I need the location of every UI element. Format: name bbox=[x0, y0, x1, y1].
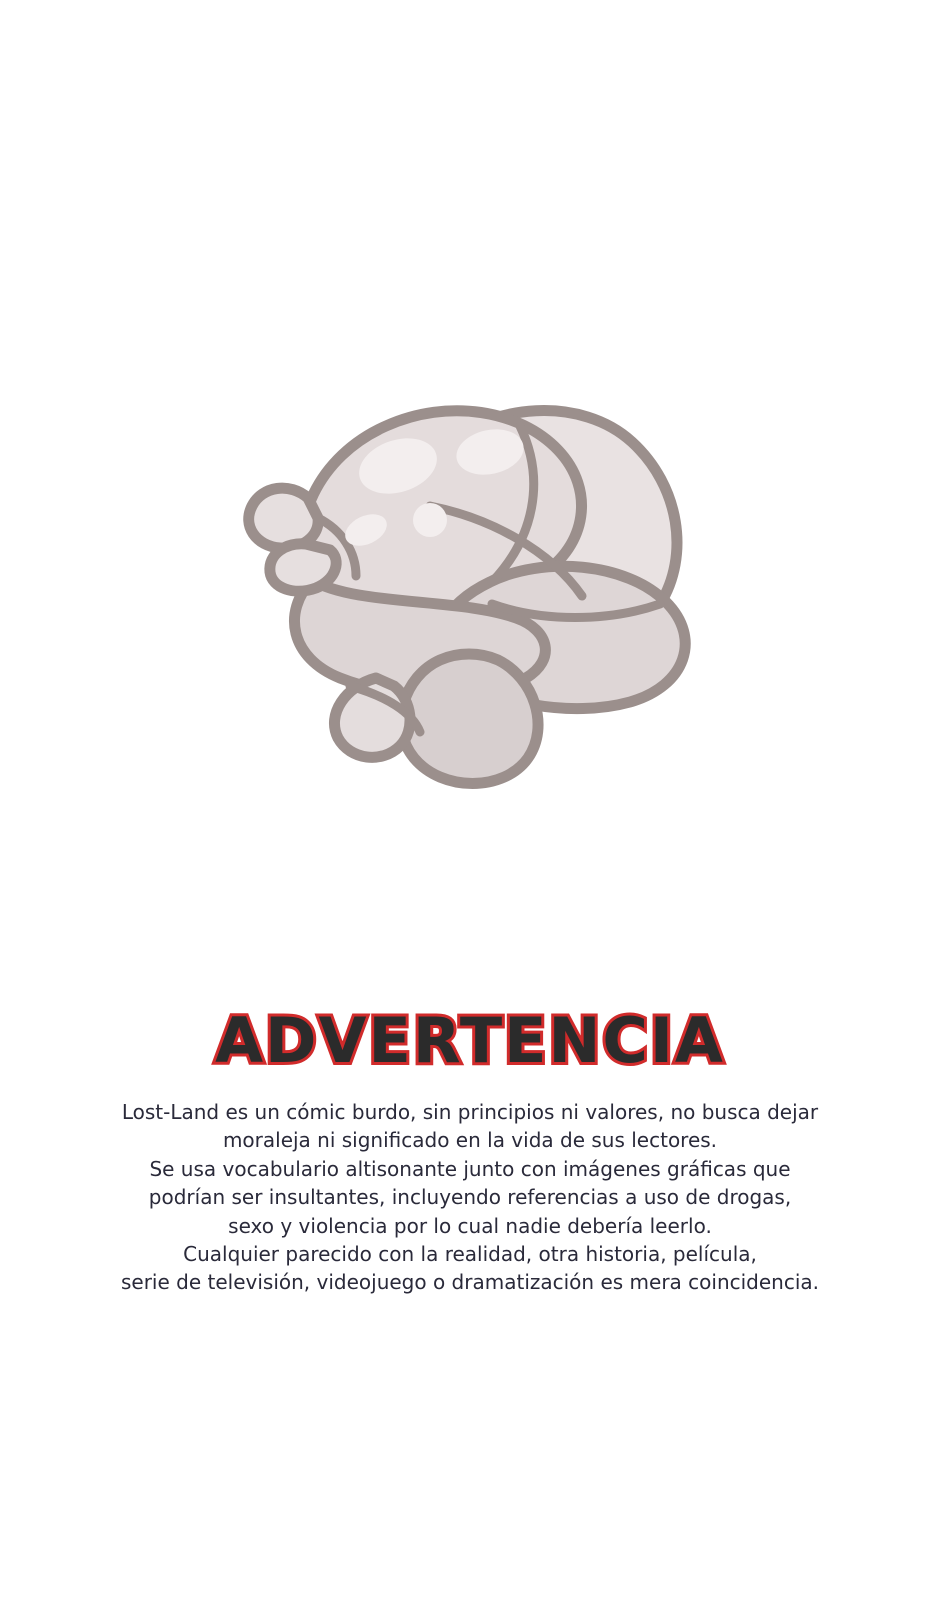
warning-line: podrían ser insultantes, incluyendo referencias a uso de drogas, bbox=[148, 1185, 792, 1210]
mushroom-creature-icon bbox=[190, 330, 750, 800]
warning-block bbox=[0, 1004, 940, 1297]
warning-line: Lost-Land es un cómic burdo, sin principios ni valores, no busca dejar bbox=[121, 1100, 819, 1124]
warning-line: sexo y violencia por lo cual nadie debería leerlo. bbox=[228, 1213, 712, 1238]
warning-line: Cualquier parecido con la realidad, otra historia, película, bbox=[183, 1241, 757, 1266]
warning-body bbox=[110, 1098, 830, 1297]
mushroom-creature-illustration bbox=[0, 330, 940, 800]
warning-line: moraleja ni significado en la vida de sus lectores. bbox=[222, 1128, 718, 1153]
warning-line: serie de televisión, videojuego o dramatización es mera coincidencia. bbox=[120, 1270, 820, 1295]
warning-line: Se usa vocabulario altisonante junto con imágenes gráficas que bbox=[149, 1156, 791, 1181]
warning-title: ADVERTENCIA bbox=[215, 1004, 725, 1077]
